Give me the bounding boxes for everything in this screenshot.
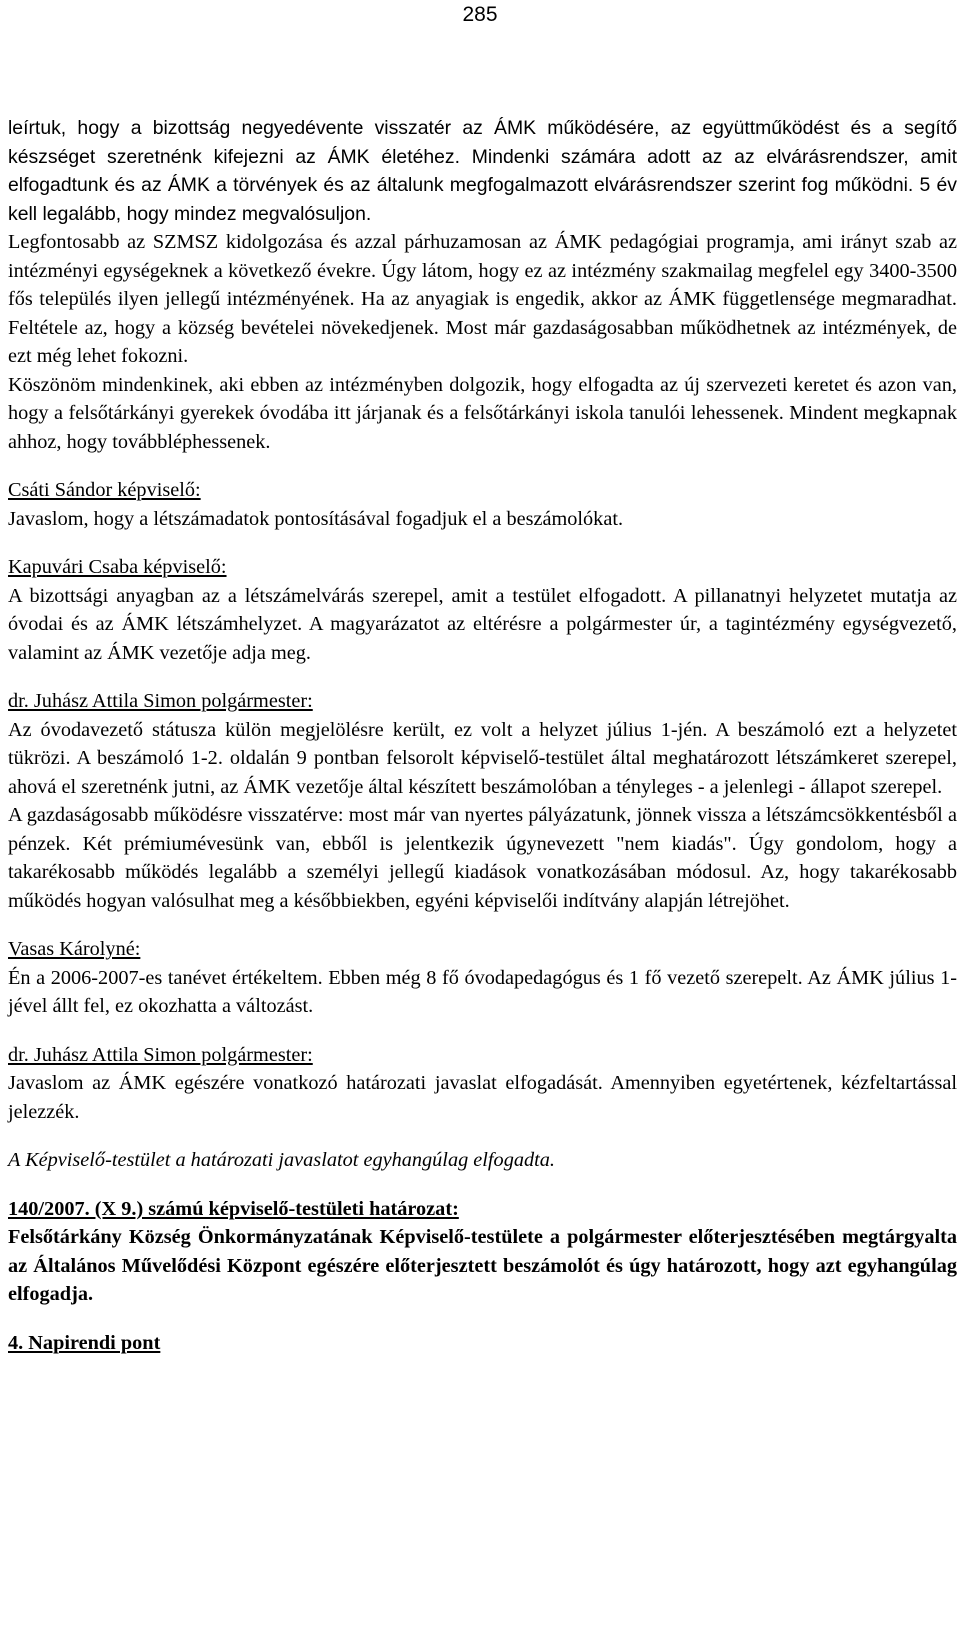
speaker-label: Vasas Károlyné: — [8, 938, 141, 960]
agenda-heading: 4. Napirendi pont — [8, 1331, 161, 1354]
document-body — [8, 114, 957, 1357]
speech-paragraph: Javaslom, hogy a létszámadatok pontosításával fogadjuk el a beszámolókat. — [8, 507, 624, 530]
speaker-label: dr. Juhász Attila Simon polgármester: — [8, 690, 313, 712]
resolution-body: Felsőtárkány Község Önkormányzatának Képviselő-testülete a polgármester előterjesztésében megtárgyalta az Általános Művelődési Központ egészére előterjesztett beszámolót és úgy határozott, hogy azt egyhangúlag elfogadja. — [8, 1226, 957, 1305]
speech-paragraph: Javaslom az ÁMK egészére vonatkozó határozati javaslat elfogadását. Amennyiben egyetértenek, kézfeltartással jelezzék. — [8, 1072, 957, 1123]
resolution-title: 140/2007. (X 9.) számú képviselő-testületi határozat: — [8, 1197, 459, 1220]
speaker-label: Kapuvári Csaba képviselő: — [8, 556, 227, 578]
speaker-label: dr. Juhász Attila Simon polgármester: — [8, 1043, 313, 1066]
resolution-statement: A Képviselő-testület a határozati javaslatot egyhangúlag elfogadta. — [8, 1149, 555, 1171]
speech-paragraph: A gazdaságosabb működésre visszatérve: most már van nyertes pályázatunk, jönnek vissza a létszámcsökkentésből a pénzek. Két prémiumévesünk van, ebből is jelentkezik úgynevezett "nem kiadás". Úgy gondolom, hogy a takarékosabb működés legalább a személyi jellegű kiadások vonatkozásában módosul. Az, hogy takarékosabb működés hogyan valósulhat meg a későbbiekben, egyéni képviselői indítvány alapján létrejöhet. — [8, 804, 957, 912]
speech-paragraph: A bizottsági anyagban az a létszámelvárás szerepel, amit a testület elfogadott. A pillanatnyi helyzetet mutatja az óvodai és az ÁMK létszámhelyzet. A magyarázatot az eltérésre a polgármester úr, a tagintézmény egységvezető, valamint az ÁMK vezetője adja meg. — [8, 584, 957, 664]
thanks-paragraph: Köszönöm mindenkinek, aki ebben az intézményben dolgozik, hogy elfogadta az új szervezeti keretet és azon van, hogy a felsőtárkányi gyerekek óvodába itt járjanak és a felsőtárkányi iskola tanulói lehessenek. Mindent megkapnak ahhoz, hogy továbbléphessenek. — [8, 373, 957, 453]
intro-paragraph: leírtuk, hogy a bizottság negyedévente visszatér az ÁMK működésére, az együttműködést és a segítő készséget szeretnénk kifejezni az ÁMK életéhez. Mindenki számára adott az az elvárásrendszer, amit elfogadtunk és az ÁMK a törvények és az általunk megfogalmazott elvárásrendszer szerint fog működni. 5 év kell legalább, hogy mindez megvalósuljon. — [8, 117, 957, 225]
speech-paragraph: Az óvodavezető státusza külön megjelölésre került, ez volt a helyzet július 1-jén. A beszámoló ezt a helyzetet tükrözi. A beszámoló 1-2. oldalán 9 pontban felsorolt képviselő-testület által meghatározott létszámkeret szerepel, ahová el szeretnénk jutni, az ÁMK vezetője által készített beszámolóban a tényleges - a jelenlegi - állapot szerepel. — [8, 718, 957, 798]
intro-serif-paragraph: Legfontosabb az SZMSZ kidolgozása és azzal párhuzamosan az ÁMK pedagógiai programja, ami irányt szab az intézményi egységeknek a következő évekre. Úgy látom, hogy ez az intézmény szakmailag megfelel egy 3400-3500 fős település ilyen jellegű intézményének. Ha az anyagiak is engedik, akkor az ÁMK függetlensége megmaradhat. Feltétele az, hogy a község bevételei növekedjenek. Most már gazdaságosabban működhetnek az intézmények, de ezt még lehet fokozni. — [8, 231, 957, 367]
speaker-label: Csáti Sándor képviselő: — [8, 479, 201, 501]
page-number: 285 — [462, 3, 498, 26]
speech-paragraph: Én a 2006-2007-es tanévet értékeltem. Ebben még 8 fő óvodapedagógus és 1 fő vezető szerepelt. Az ÁMK július 1-jével állt fel, ez okozhatta a változást. — [8, 966, 957, 1017]
